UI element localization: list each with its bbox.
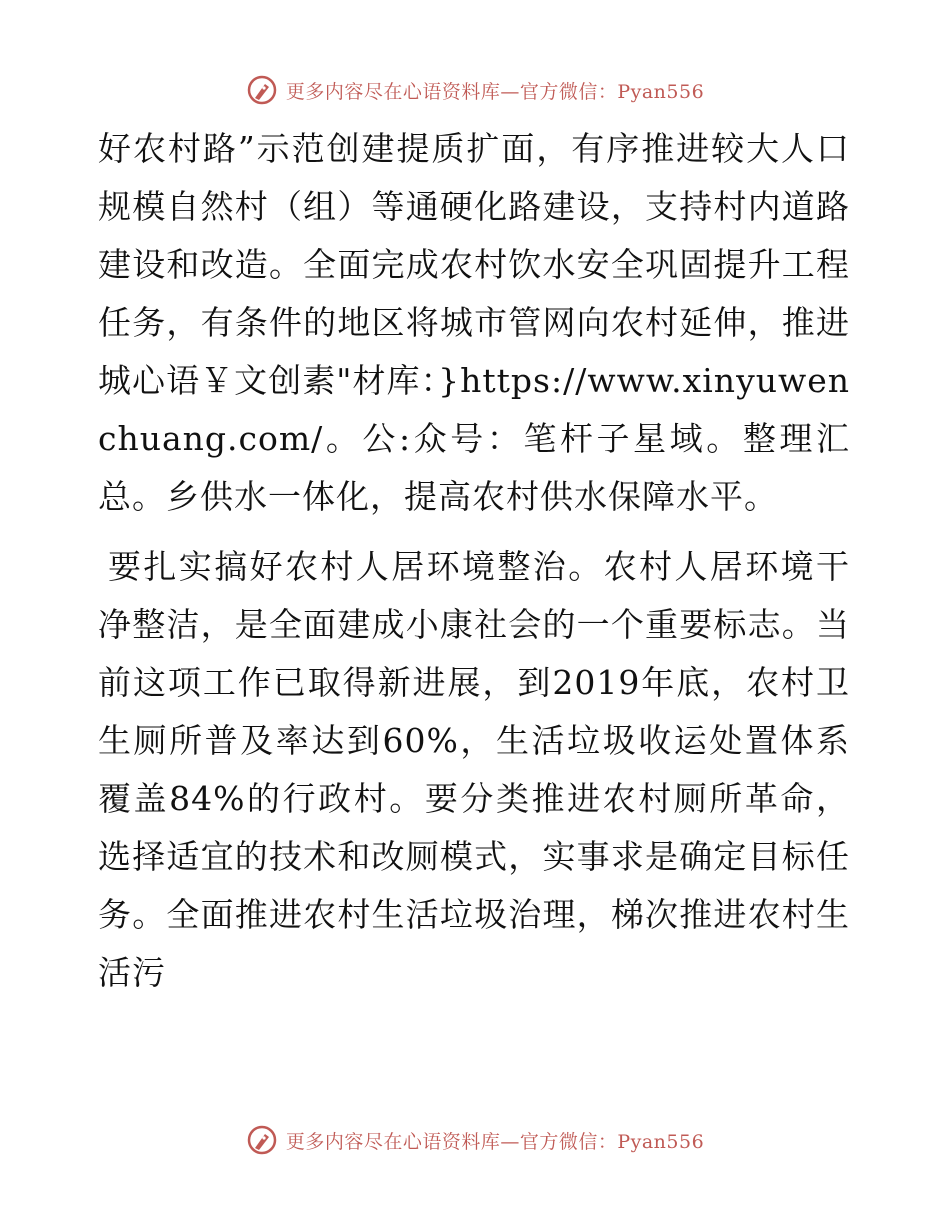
paragraph-2: 要扎实搞好农村人居环境整治。农村人居环境干净整洁，是全面建成小康社会的一个重要标志。当前这项工作已取得新进展，到2019年底，农村卫生厕所普及率达到60%，生活垃圾收运处置体系覆盖84%的行政村。要分类推进农村厕所革命，选择适宜的技术和改厕模式，实事求是确定目标任务。全面推进农村生活垃圾治理，梯次推进农村生活污 xyxy=(98,547,850,992)
document-body xyxy=(98,120,850,1002)
paragraph-1: 好农村路”示范创建提质扩面，有序推进较大人口规模自然村（组）等通硬化路建设，支持村内道路建设和改造。全面完成农村饮水安全巩固提升工程任务，有条件的地区将城市管网向农村延伸，推进城心语￥文创素"材库：}https://www.xinyuwenchuang.com/。公:众号：笔杆子星域。整理汇总。乡供水一体化，提高农村供水保障水平。 xyxy=(98,129,850,516)
header-watermark xyxy=(0,70,950,110)
pen-nib-circle-icon xyxy=(246,1124,278,1156)
footer-watermark xyxy=(0,1120,950,1160)
watermark-text: 更多内容尽在心语资料库—官方微信：Pyan556 xyxy=(285,1130,705,1153)
pen-nib-circle-icon xyxy=(246,74,278,106)
watermark-text: 更多内容尽在心语资料库—官方微信：Pyan556 xyxy=(285,80,705,103)
